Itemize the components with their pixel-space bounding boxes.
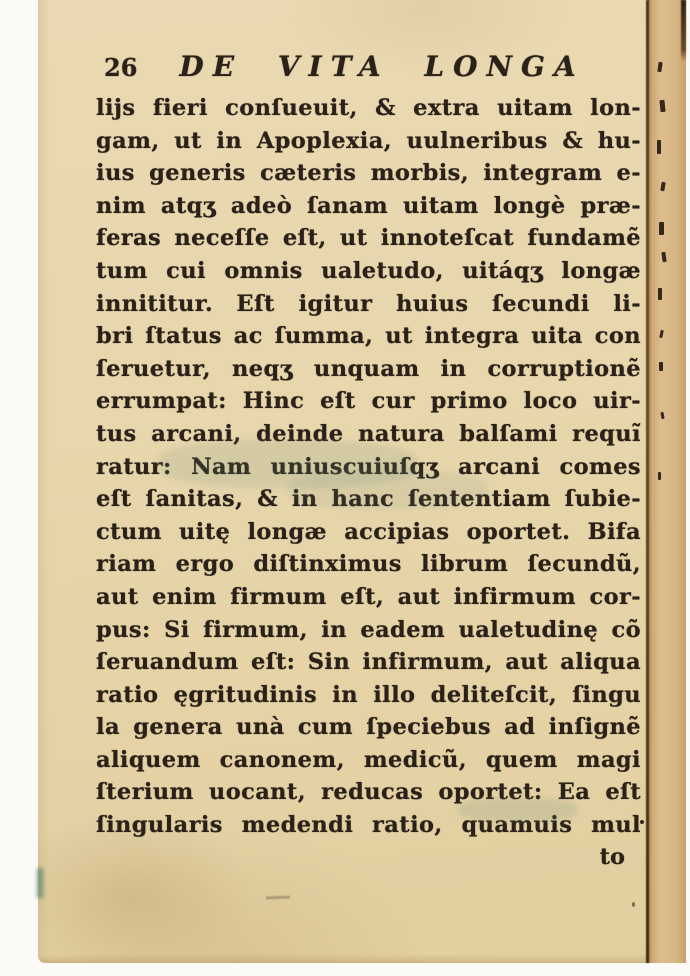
body-line: aut enim firmum eſt, aut infirmum cor- <box>96 583 641 610</box>
body-line: innititur. Eſt igitur huius ſecundi li- <box>96 290 641 317</box>
edge-ink-mark <box>657 140 661 154</box>
running-title: DE VITA LONGA <box>179 50 585 83</box>
left-edge-stain <box>37 868 43 898</box>
edge-ink-mark <box>658 472 661 480</box>
bleedthrough-stain <box>288 470 488 510</box>
body-line: eſt ſanitas, & in hanc ſententiam ſubie- <box>96 486 641 513</box>
bleedthrough-stain <box>458 798 578 822</box>
body-line: ſterium uocant, reducas oportet: Ea eſt <box>96 779 641 806</box>
edge-ink-mark <box>659 362 663 371</box>
body-line: ſeruandum eſt: Sin infirmum, aut aliqua <box>96 649 641 676</box>
body-line: la genera unà cum ſpeciebus ad inſignẽ <box>96 714 641 741</box>
ink-speck <box>632 902 635 907</box>
body-line: bri ſtatus ac ſumma, ut integra uita con <box>96 323 641 350</box>
body-line: gam, ut in Apoplexia, uulneribus & hu- <box>96 127 641 154</box>
body-line: tum cui omnis ualetudo, uitáqʒ longæ <box>96 257 641 284</box>
body-line: lijs fieri conſueuit, & extra uitam lon- <box>96 95 641 121</box>
body-line: ius generis cæteris morbis, integram e- <box>96 160 641 187</box>
folio-number: 26 <box>104 53 138 82</box>
book-page-scan <box>38 0 686 963</box>
body-line: ctum uitę longæ accipias oportet. Bifa <box>96 518 641 545</box>
body-line: ratur: Nam uniuscuiuſqʒ arcani comes <box>96 453 641 480</box>
pencil-mark <box>266 896 290 900</box>
body-line: aliquem canonem, medicũ, quem magi <box>96 746 641 773</box>
edge-ink-mark <box>659 222 664 235</box>
edge-ink-mark <box>658 288 662 300</box>
body-line: errumpat: Hinc eſt cur primo loco uir- <box>96 388 641 415</box>
body-line: riam ergo diſtinximus librum ſecundũ, <box>96 551 641 578</box>
body-line: pus: Si firmum, in eadem ualetudinę cõ <box>96 616 641 643</box>
body-line: ſingularis medendi ratio, quamuis mul <box>96 812 641 839</box>
body-line: tus arcani, deinde natura balſami requĩ <box>96 420 641 447</box>
page-fore-edge <box>648 0 686 963</box>
catchword: to <box>599 843 625 870</box>
body-line: ratio ęgritudinis in illo deliteſcit, ſingu <box>96 681 641 708</box>
body-line: feras neceſſe eſt, ut innoteſcat fundamẽ <box>96 225 641 252</box>
page-crease-line <box>646 0 649 963</box>
body-line: nim atqʒ adeò ſanam uitam longè præ- <box>96 192 641 219</box>
body-line: ſeruetur, neqʒ unquam in corruptionẽ <box>96 355 641 382</box>
page-header <box>96 50 641 90</box>
top-right-edge-shadow <box>681 0 686 62</box>
